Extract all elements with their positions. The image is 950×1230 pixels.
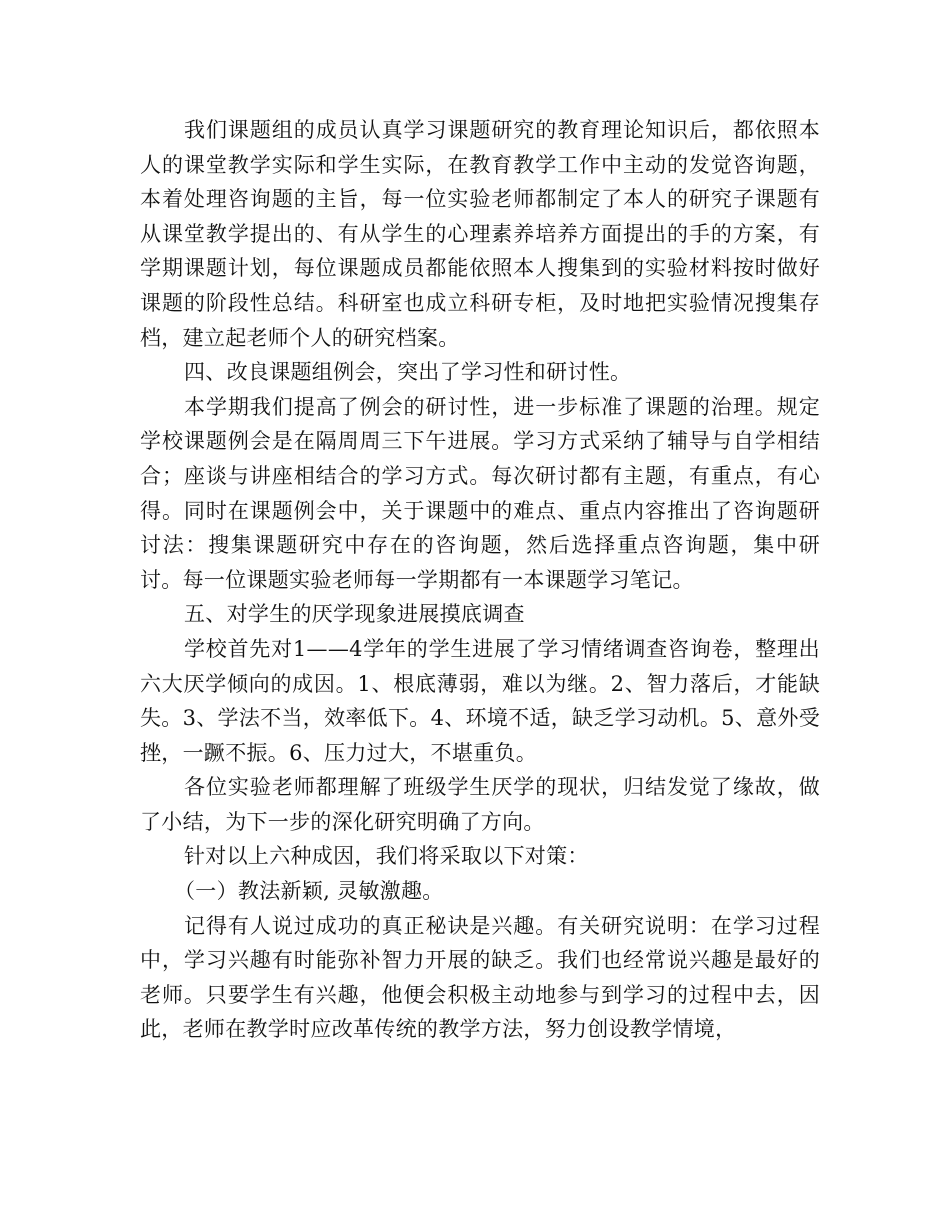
section-heading-five: 五、对学生的厌学现象进展摸底调查 xyxy=(184,602,525,627)
paragraph-meeting-improvement: 本学期我们提高了例会的研讨性，进一步标准了课题的治理。规定学校课题例会是在隔周周三下午进展。学习方式采纳了辅导与自学相结合；座谈与讲座相结合的学习方式。每次研讨都有主题，有重点，有心得。同时在课题例会中，关于课题中的难点、重点内容推出了咨询题研讨法：搜集课题研究中存在的咨询题，然后选择重点咨询题，集中研讨。每一位课题实验老师每一学期都有一本课题学习笔记。 xyxy=(140,394,820,592)
paragraph-survey-causes: 学校首先对1——4学年的学生进展了学习情绪调查咨询卷，整理出六大厌学倾向的成因。1、根底薄弱，难以为继。2、智力落后，才能缺失。3、学法不当，效率低下。4、环境不适，缺乏学习动机。5、意外受挫，一蹶不振。6、压力过大，不堪重负。 xyxy=(140,636,820,765)
document-body xyxy=(140,113,820,1047)
paragraph-countermeasures-intro: 针对以上六种成因，我们将采取以下对策： xyxy=(184,844,589,869)
section-heading-four: 四、改良课题组例会，突出了学习性和研讨性。 xyxy=(184,360,632,385)
paragraph-teacher-summary: 各位实验老师都理解了班级学生厌学的现状，归结发觉了缘故，做了小结，为下一步的深化研究明确了方向。 xyxy=(140,775,820,834)
subheading-countermeasure-one: （一）教法新颖, 灵敏激趣。 xyxy=(174,879,444,904)
paragraph-research-practice: 我们课题组的成员认真学习课题研究的教育理论知识后，都依照本人的课堂教学实际和学生实际，在教育教学工作中主动的发觉咨询题，本着处理咨询题的主旨，每一位实验老师都制定了本人的研究子课题有从课堂教学提出的、有从学生的心理素养培养方面提出的手的方案，有学期课题计划，每位课题成员都能依照本人搜集到的实验材料按时做好课题的阶段性总结。科研室也成立科研专柜，及时地把实验情况搜集存档，建立起老师个人的研究档案。 xyxy=(140,118,820,350)
paragraph-interest-teaching: 记得有人说过成功的真正秘诀是兴趣。有关研究说明：在学习过程中，学习兴趣有时能弥补智力开展的缺乏。我们也经常说兴趣是最好的老师。只要学生有兴趣，他便会积极主动地参与到学习的过程中去，因此，老师在教学时应改革传统的教学方法，努力创设教学情境， xyxy=(140,913,820,1042)
